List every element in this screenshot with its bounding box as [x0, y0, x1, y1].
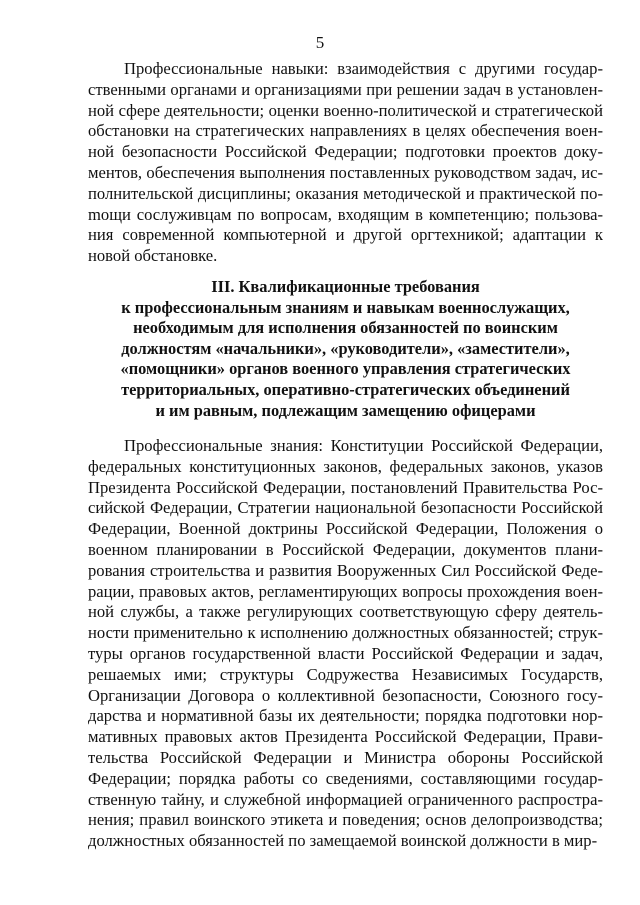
heading-line: III. Квалификационные требования — [211, 277, 480, 296]
heading-line: и им равным, подлежащим замещению офицерами — [155, 400, 536, 420]
professional-skills-paragraph: Профессиональные навыки: взаимодействия с другими государственными органами и организациями при решении задач в установленной сфере деятельности; оценки военно-политической и стратегической обстановки на стратегических направлениях в целях обеспечения военной безопасности Российской Федерации; подготовки проектов документов, обеспечения выполнения поставленных руководством задач, исполнительской дисциплины; оказания методической и практической поmощи сослуживцам по вопросам, входящим в компетенцию; пользования современной компьютерной и другой оргтехникой; адаптации к новой обстановке. — [88, 59, 603, 266]
section-heading — [88, 277, 603, 421]
heading-line: «помощники» органов военного управления стратегических — [120, 359, 571, 379]
heading-line: должностям «начальники», «руководители», «заместители», — [121, 338, 570, 358]
heading-line: территориальных, оперативно-стратегических объединений — [121, 379, 570, 399]
page-number: 5 — [315, 33, 325, 52]
heading-line: к профессиональным знаниям и навыкам военнослужащих, — [121, 297, 570, 317]
professional-knowledge-paragraph: Профессиональные знания: Конституции Российской Федерации, федеральных конституционных законов, федеральных законов, указов Президента Российской Федерации, постановлений Правительства Российской Федерации, Стратегии национальной безопасности Российской Федерации, Военной доктрины Российской Федерации, Положения о военном планировании в Российской Федерации, документов планирования строительства и развития Вооруженных Сил Российской Федерации, правовых актов, регламентирующих вопросы прохождения военной службы, а также регулирующих соответствующую сферу деятельности применительно к исполнению должностных обязанностей; структуры органов государственной власти Российской Федерации и задач, решаемых ими; структуры Содружества Независимых Государств, Организации Договора о коллективной безопасности, Союзного государства и нормативной базы их деятельности; порядка подготовки нормативных правовых актов Президента Российской Федерации, Правительства Российской Федерации и Министра обороны Российской Федерации; порядка работы со сведениями, составляющими государственную тайну, и служебной информацией ограниченного распространения; правил воинского этикета и поведения; основ делопроизводства; должностных обязанностей по замещаемой воинской должности в мир- — [88, 436, 603, 851]
heading-line: необходимым для исполнения обязанностей по воинским — [133, 318, 558, 338]
